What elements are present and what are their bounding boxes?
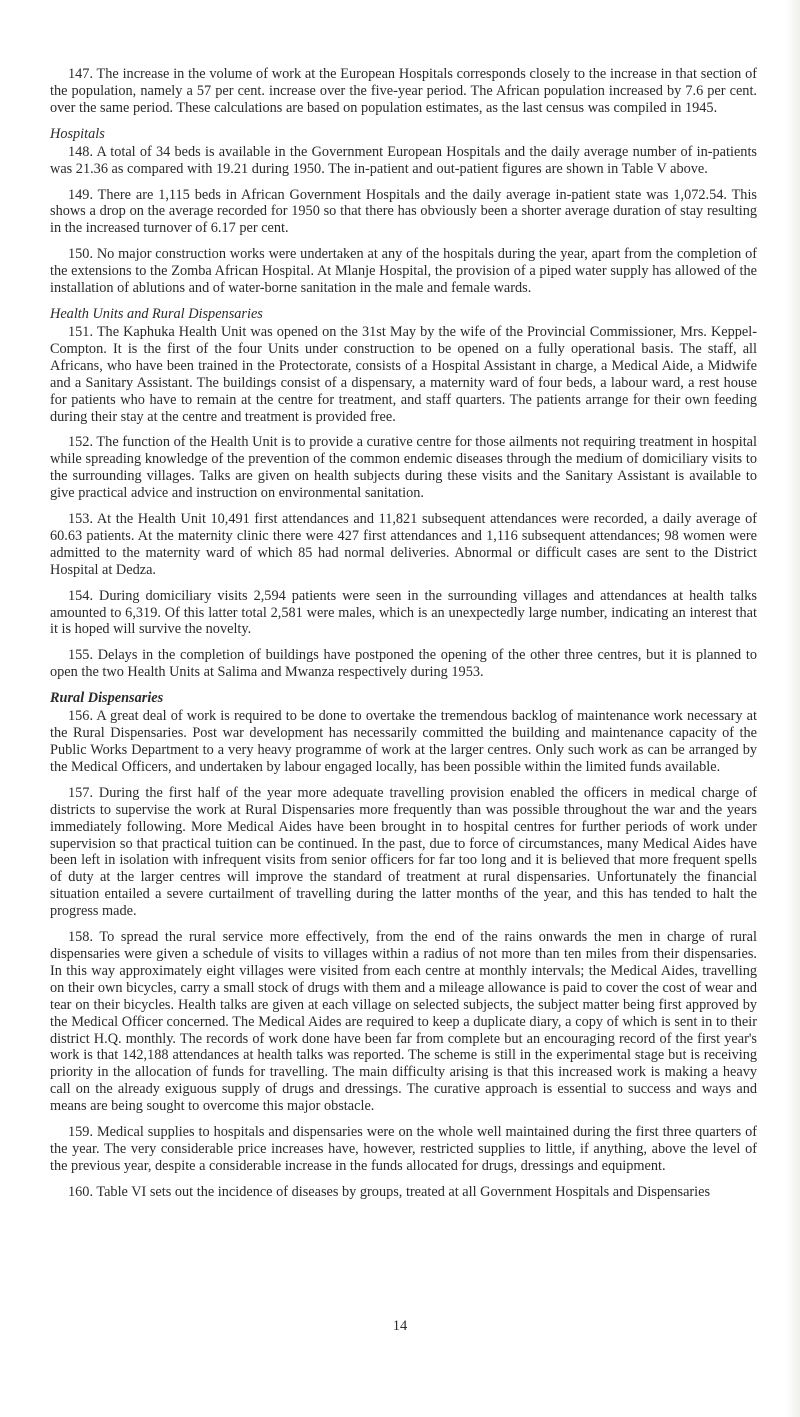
section-heading: Hospitals xyxy=(50,125,105,142)
paragraph: 154. During domiciliary visits 2,594 patients were seen in the surrounding villages and attendances at health talks amounted to 6,319. Of this latter total 2,581 were males, which is an unexpectedly large number, indicating an interest that it is hoped will survive the novelty. xyxy=(50,587,757,638)
page-number: 14 xyxy=(392,1318,408,1334)
paragraph: 152. The function of the Health Unit is to provide a curative centre for those ailments not requiring treatment in hospital while spreading knowledge of the prevention of the common endemic diseases through the medium of domiciliary visits to the surrounding villages. Talks are given on health subjects during these visits and the Sanitary Assistant is available to give practical advice and instruction on environmental sanitation. xyxy=(50,434,757,502)
paragraph: 150. No major construction works were undertaken at any of the hospitals during the year, apart from the completion of the extensions to the Zomba African Hospital. At Mlanje Hospital, the provision of a piped water supply has allowed of the installation of ablutions and of water-borne sanitation in the male and female wards. xyxy=(50,246,757,297)
paragraph: 147. The increase in the volume of work at the European Hospitals corresponds closely to the increase in that section of the population, namely a 57 per cent. increase over the five-year period. The African population increased by 7.6 per cent. over the same period. These calculations are based on population estimates, as the last census was compiled in 1945. xyxy=(50,66,757,116)
paragraph: 149. There are 1,115 beds in African Government Hospitals and the daily average in-patient state was 1,072.54. This shows a drop on the average recorded for 1950 so that there has obviously been a shorter average duration of stay resulting in the increased turnover of 6.17 per cent. xyxy=(50,186,757,237)
paragraph: 160. Table VI sets out the incidence of diseases by groups, treated at all Government Hospitals and Dispensaries xyxy=(68,1183,711,1200)
document-body xyxy=(50,66,757,1201)
paragraph: 157. During the first half of the year more adequate travelling provision enabled the officers in medical charge of districts to supervise the work at Rural Dispensaries more frequently than was possible throughout the war and the years immediately following. More Medical Aides have been brought in to hospital centres for further periods of work under supervision so that practical tuition can be continued. In the past, due to force of circumstances, many Medical Aides have been left in isolation with infrequent visits from senior officers for far too long and it is believed that more frequent spells of duty at the larger centres will improve the standard of treatment at rural dispensaries. Unfortunately the financial situation entailed a severe curtailment of travelling during the latter months of the year, and this has tended to halt the progress made. xyxy=(50,784,757,920)
document-page xyxy=(50,66,757,1210)
paragraph: 151. The Kaphuka Health Unit was opened on the 31st May by the wife of the Provincial Commissioner, Mrs. Keppel-Compton. It is the first of the four Units under construction to be opened on a fully operational basis. The staff, all Africans, who have been trained in the Protectorate, consists of a Hospital Assistant in charge, a Medical Aide, a Midwife and a Sanitary Assistant. The buildings consist of a dispensary, a maternity ward of four beds, a labour ward, a rest house for patients who have to remain at the centre for treatment, and staff quarters. The patients arrange for their own feeding during their stay at the centre and treatment is provided free. xyxy=(50,323,757,425)
page-edge-shadow xyxy=(786,0,800,1417)
paragraph: 155. Delays in the completion of buildings have postponed the opening of the other three centres, but it is planned to open the two Health Units at Salima and Mwanza respectively during 1953. xyxy=(50,647,757,681)
paragraph: 159. Medical supplies to hospitals and dispensaries were on the whole well maintained during the first three quarters of the year. The very considerable price increases have, however, restricted supplies to little, if anything, above the level of the previous year, despite a considerable increase in the funds allocated for drugs, dressings and equipment. xyxy=(50,1124,757,1174)
paragraph: 153. At the Health Unit 10,491 first attendances and 11,821 subsequent attendances were recorded, a daily average of 60.63 patients. At the maternity clinic there were 427 first attendances and 1,116 subsequent attendances; 98 women were admitted to the maternity ward of which 85 had normal deliveries. Abnormal or difficult cases are sent to the District Hospital at Dedza. xyxy=(50,511,757,578)
section-heading: Rural Dispensaries xyxy=(50,690,164,707)
paragraph: 148. A total of 34 beds is available in the Government European Hospitals and the daily average number of in-patients was 21.36 as compared with 19.21 during 1950. The in-patient and out-patient figures are shown in Table V above. xyxy=(50,143,757,177)
section-heading: Health Units and Rural Dispensaries xyxy=(50,305,263,322)
paragraph: 158. To spread the rural service more effectively, from the end of the rains onwards the men in charge of rural dispensaries were given a schedule of visits to villages within a radius of not more than ten miles from their dispensaries. In this way approximately eight villages were visited from each centre at monthly intervals; the Medical Aides, travelling on their own bicycles, carry a small stock of drugs with them and a mileage allowance is paid to cover the cost of wear and tear on their bicycles. Health talks are given at each village on selected subjects, the subject matter being first approved by the Medical Officer concerned. The Medical Aides are required to keep a duplicate diary, a copy of which is sent in to their district H.Q. monthly. The records of work done have been far from complete but an encouraging record of the first year's work is that 142,188 attendances at health talks was reported. The scheme is still in the experimental stage but is receiving priority in the allocation of funds for travelling. The main difficulty arising is that this increased work is making a heavy call on the already exiguous supply of drugs and dressings. The curative approach is essential to success and ways and means are being sought to overcome this major obstacle. xyxy=(50,929,757,1115)
paragraph: 156. A great deal of work is required to be done to overtake the tremendous backlog of maintenance work necessary at the Rural Dispensaries. Post war development has necessarily committed the building and maintenance capacity of the Public Works Department to a very heavy programme of work at the larger centres. Only such work as can be arranged by the Medical Officers, and undertaken by labour engaged locally, has been possible within the limited funds available. xyxy=(50,708,757,775)
